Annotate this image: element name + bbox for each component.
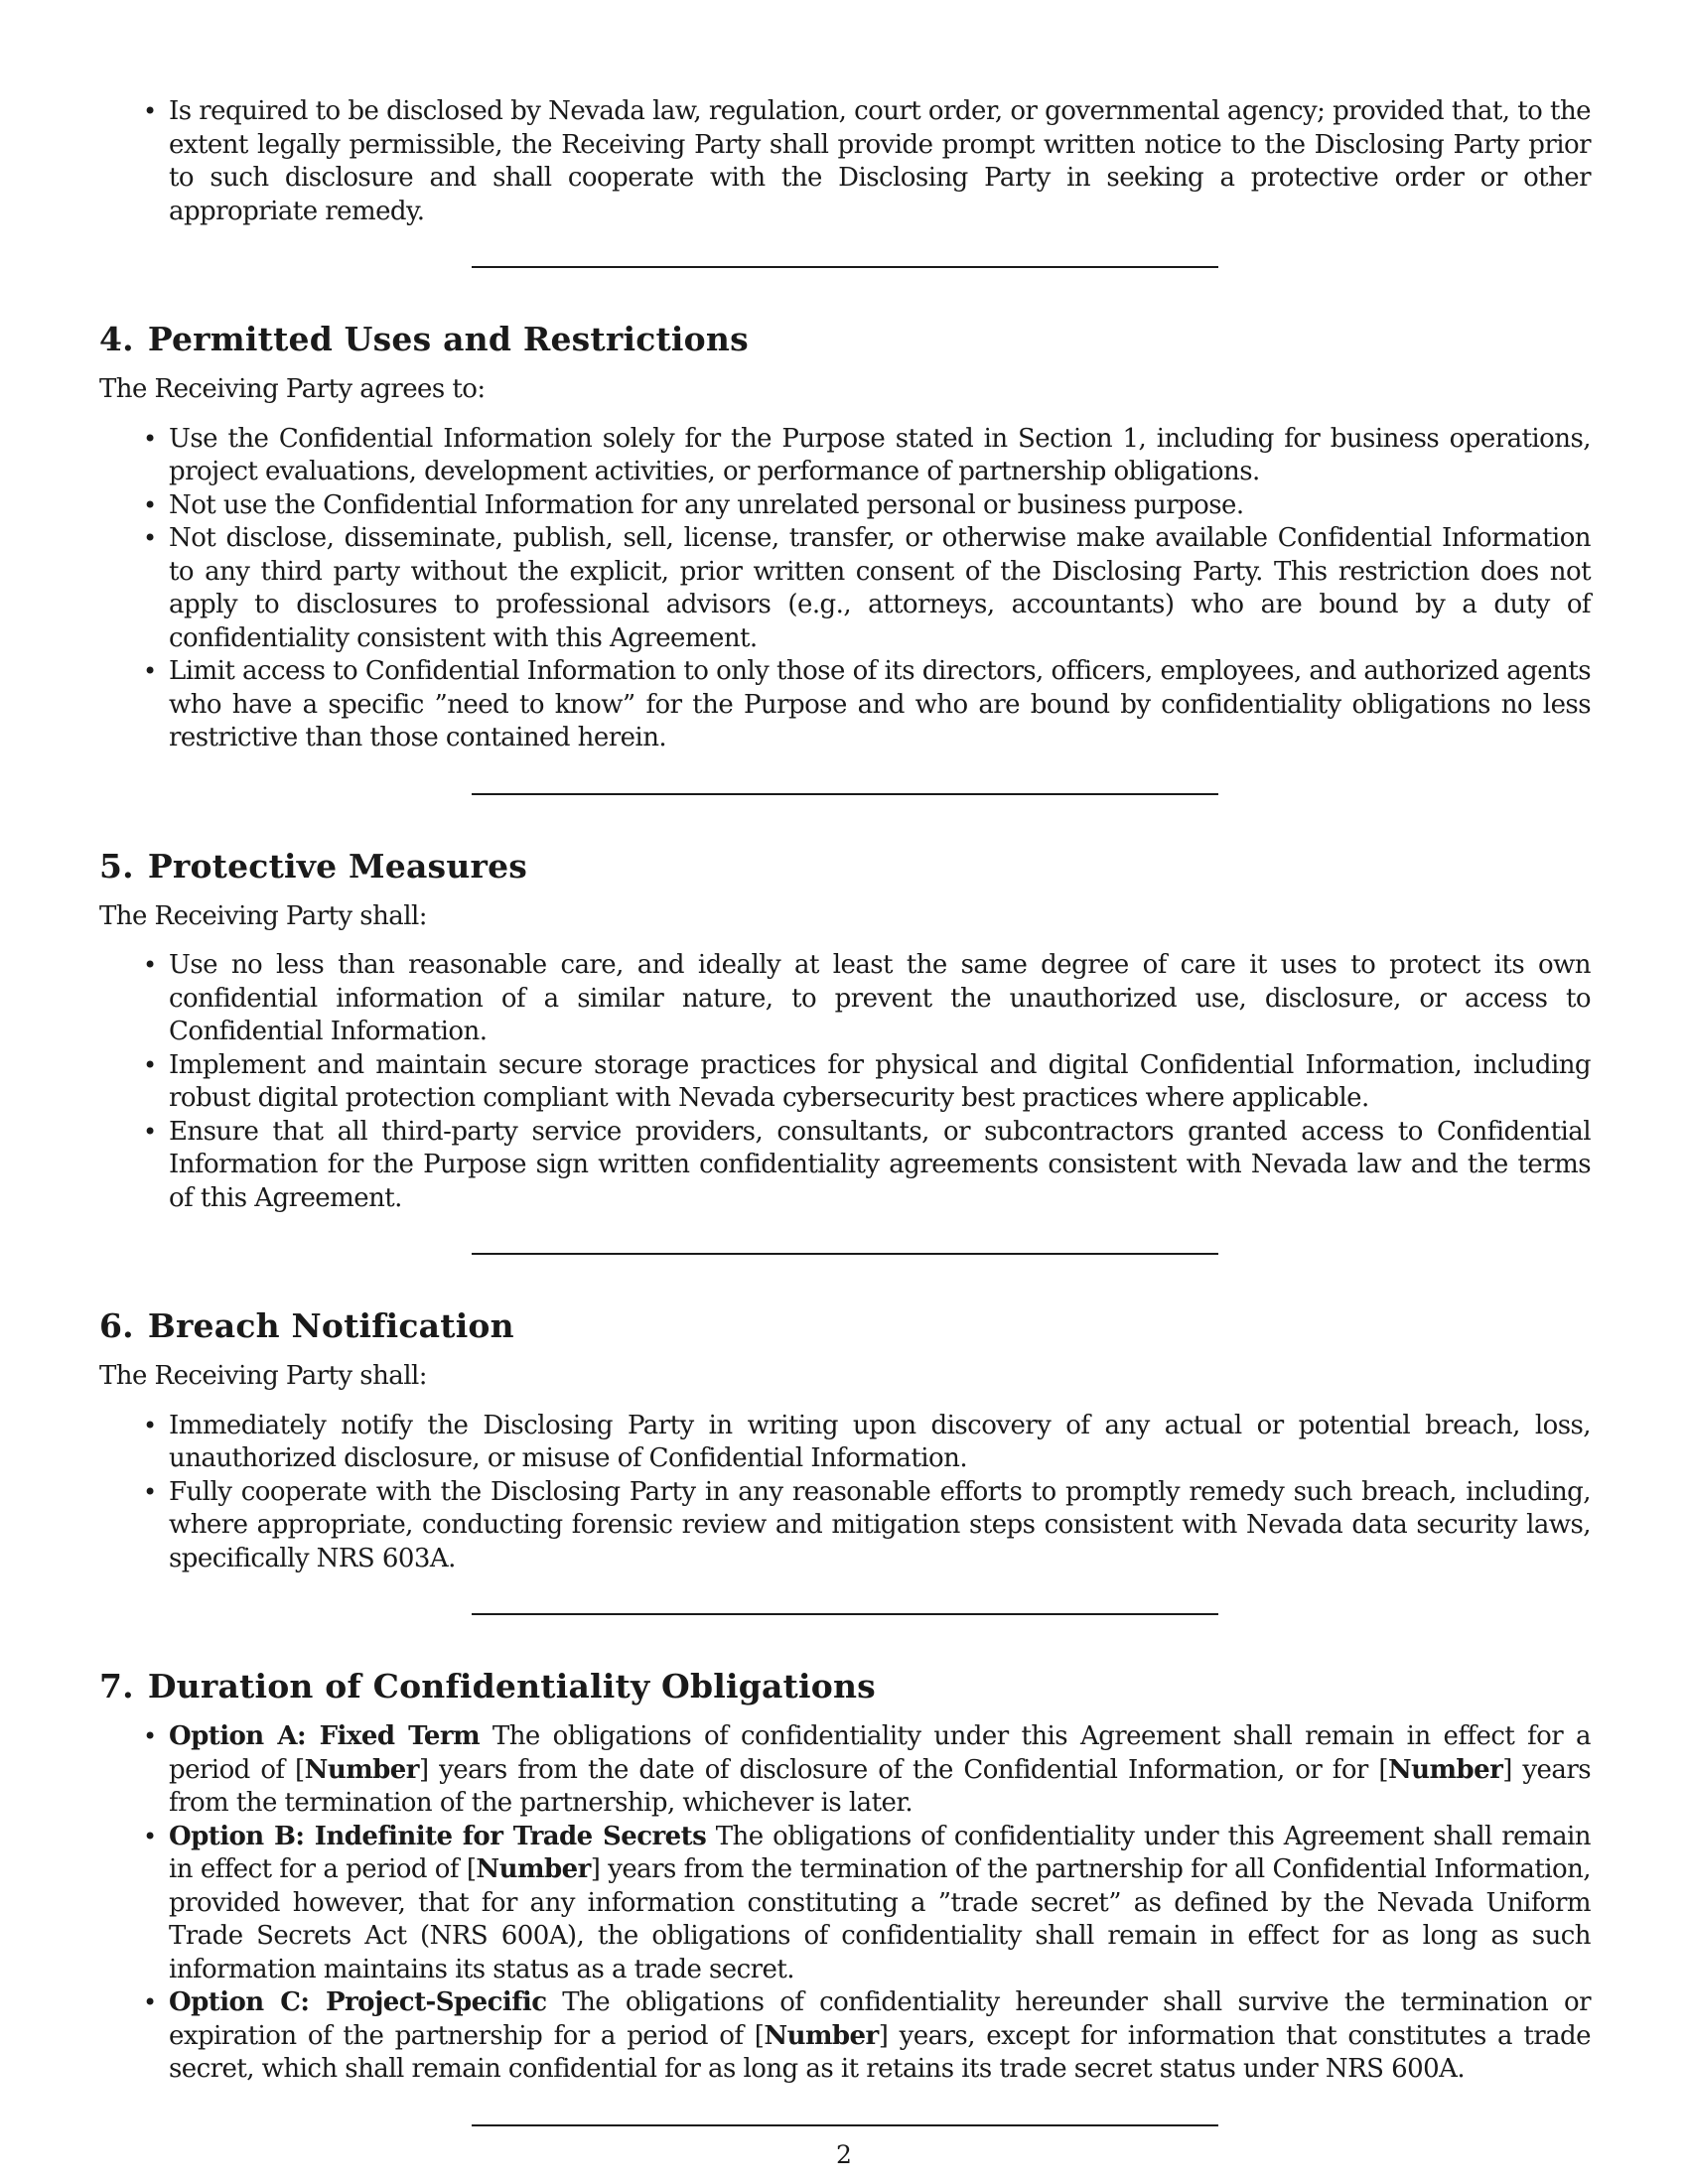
list-item: • Use the Confidential Information solely for the Purpose stated in Section 1, including for business operations, project evaluations, development activities, or performance of partnership obligations. xyxy=(169,423,1591,489)
placeholder-number: Number xyxy=(304,1754,419,1785)
option-b-item: • Option B: Indefinite for Trade Secrets The obligations of confidentiality under this Agreement shall remain in effect for a period of [Number] years from the termination of the partnership for all Confidential Information, provided however, that for any information constituting a ”trade secret” as defined by the Nevada Uniform Trade Secrets Act (NRS 600A), the obligations of confidentiality shall remain in effect for as long as such information maintains its status as a trade secret. xyxy=(169,1821,1591,1987)
placeholder-number: Number xyxy=(764,2020,879,2051)
option-a-item: • Option A: Fixed Term The obligations of confidentiality under this Agreement shall remain in effect for a period of [Number] years from the date of disclosure of the Confidential Information, or for [Number] years from the termination of the partnership, whichever is later. xyxy=(169,1720,1591,1821)
list-item: • Is required to be disclosed by Nevada law, regulation, court order, or governmental agency; provided that, to the extent legally permissible, the Receiving Party shall provide prompt written notice to the Disclosing Party prior to such disclosure and shall cooperate with the Disclosing Party in seeking a protective order or other appropriate remedy. xyxy=(169,95,1591,228)
list-item: • Use no less than reasonable care, and ideally at least the same degree of care it uses to protect its own confidential information of a similar nature, to prevent the unauthorized use, disclosure, or access to Confidential Information. xyxy=(169,949,1591,1049)
page-number: 2 xyxy=(836,2140,852,2169)
section-divider xyxy=(472,1613,1218,1615)
section-divider xyxy=(472,266,1218,268)
document-page xyxy=(99,95,1591,2126)
list-item: • Implement and maintain secure storage practices for physical and digital Confidential Information, including robust digital protection compliant with Nevada cybersecurity best practices where applicable. xyxy=(169,1049,1591,1116)
option-label: Option A: Fixed Term xyxy=(169,1721,481,1751)
section-3-list xyxy=(99,95,1591,228)
section-4-list xyxy=(99,423,1591,755)
section-heading: 7. Duration of Confidentiality Obligations xyxy=(99,1667,876,1706)
section-5-list xyxy=(99,949,1591,1215)
option-label: Option C: Project-Specific xyxy=(169,1987,547,2017)
section-heading: 4. Permitted Uses and Restrictions xyxy=(99,320,749,358)
list-item: • Fully cooperate with the Disclosing Party in any reasonable efforts to promptly remedy such breach, including, where appropriate, conducting forensic review and mitigation steps consistent with Nevada data security laws, specifically NRS 603A. xyxy=(169,1476,1591,1576)
section-heading: 6. Breach Notification xyxy=(99,1306,514,1345)
list-item: • Not use the Confidential Information for any unrelated personal or business purpose. xyxy=(169,489,1591,523)
list-item: • Not disclose, disseminate, publish, sell, license, transfer, or otherwise make available Confidential Information to any third party without the explicit, prior written consent of the Disclosing Party. This restriction does not apply to disclosures to professional advisors (e.g., attorneys, accountants) who are bound by a duty of confidentiality consistent with this Agreement. xyxy=(169,522,1591,655)
list-item: • Limit access to Confidential Information to only those of its directors, officers, employees, and authorized agents who have a specific ”need to know” for the Purpose and who are bound by confidentiality obligations no less restrictive than those contained herein. xyxy=(169,655,1591,755)
section-intro: The Receiving Party shall: xyxy=(99,900,427,931)
section-intro: The Receiving Party shall: xyxy=(99,1361,427,1391)
placeholder-number: Number xyxy=(476,1854,591,1884)
section-7-list xyxy=(99,1720,1591,2087)
option-c-item: • Option C: Project-Specific The obligations of confidentiality hereunder shall survive the termination or expiration of the partnership for a period of [Number] years, except for information that constitutes a trade secret, which shall remain confidential for as long as it retains its trade secret status under NRS 600A. xyxy=(169,1986,1591,2087)
placeholder-number: Number xyxy=(1387,1754,1503,1785)
section-divider xyxy=(472,2124,1218,2126)
section-divider xyxy=(472,1253,1218,1255)
section-intro: The Receiving Party agrees to: xyxy=(99,374,486,404)
option-label: Option B: Indefinite for Trade Secrets xyxy=(169,1821,707,1851)
list-item: • Ensure that all third-party service providers, consultants, or subcontractors granted access to Confidential Information for the Purpose sign written confidentiality agreements consistent with Nevada law and the terms of this Agreement. xyxy=(169,1116,1591,1216)
section-divider xyxy=(472,793,1218,795)
section-heading: 5. Protective Measures xyxy=(99,846,528,886)
list-item: • Immediately notify the Disclosing Party in writing upon discovery of any actual or potential breach, loss, unauthorized disclosure, or misuse of Confidential Information. xyxy=(169,1410,1591,1476)
section-6-list xyxy=(99,1410,1591,1576)
